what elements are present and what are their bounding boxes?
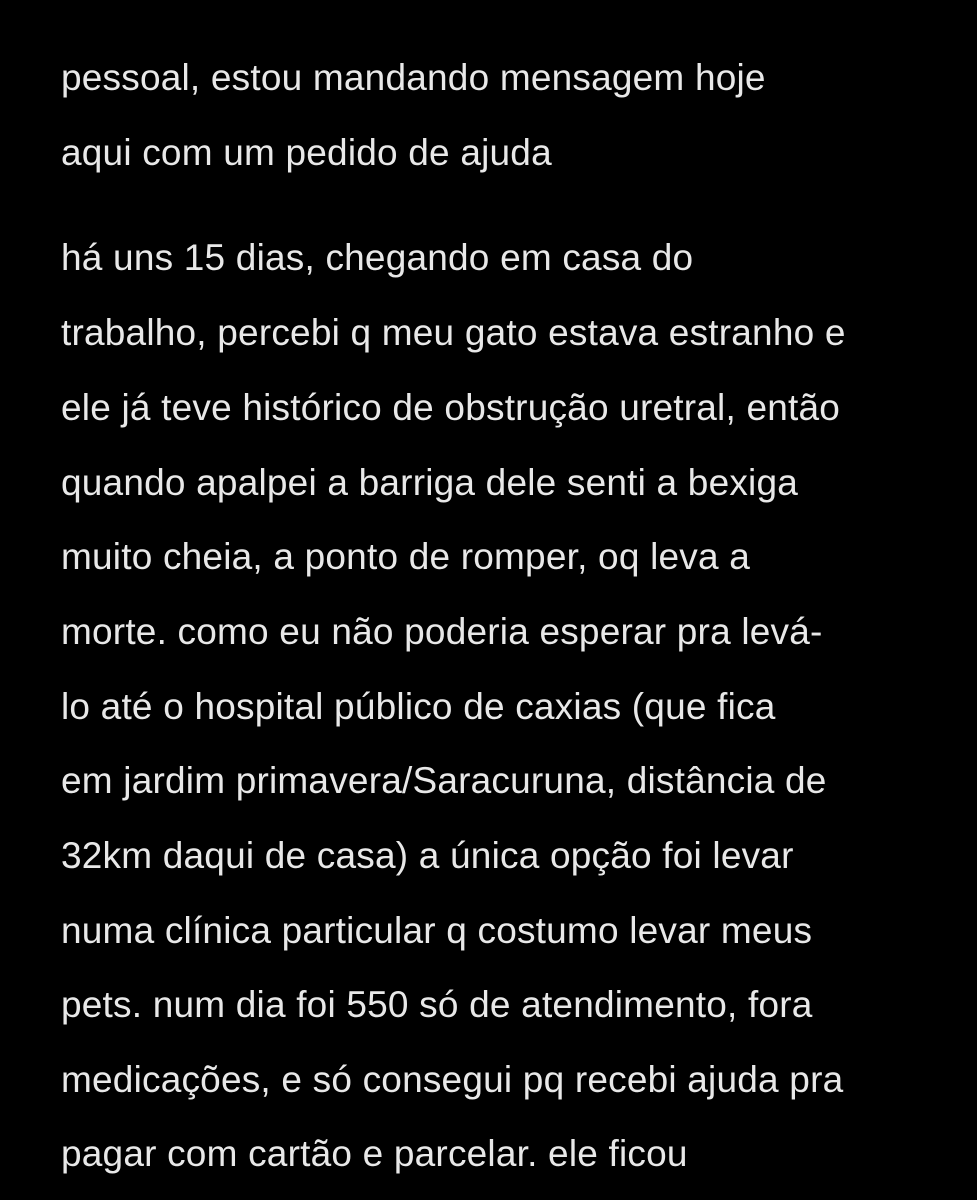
text-line: em jardim primavera/Saracuruna, distância de (61, 760, 827, 801)
text-line: lo até o hospital público de caxias (que fica (61, 686, 776, 727)
text-line: trabalho, percebi q meu gato estava estranho e (61, 312, 846, 353)
text-line: medicações, e só consegui pq recebi ajuda pra (61, 1059, 844, 1100)
text-line: pets. num dia foi 550 só de atendimento, fora (61, 984, 813, 1025)
text-line: pessoal, estou mandando mensagem hoje (61, 57, 766, 98)
text-line: ele já teve histórico de obstrução uretral, então (61, 387, 841, 428)
text-line: muito cheia, a ponto de romper, oq leva a (61, 536, 751, 577)
text-line: quando apalpei a barriga dele senti a bexiga (61, 462, 799, 503)
text-line: morte. como eu não poderia esperar pra levá- (61, 611, 823, 652)
text-line: há uns 15 dias, chegando em casa do (61, 237, 694, 278)
text-line: pagar com cartão e parcelar. ele ficou (61, 1133, 688, 1174)
text-line: numa clínica particular q costumo levar meus (61, 910, 813, 951)
text-line: aqui com um pedido de ajuda (61, 132, 552, 173)
text-line: 32km daqui de casa) a única opção foi levar (61, 835, 794, 876)
